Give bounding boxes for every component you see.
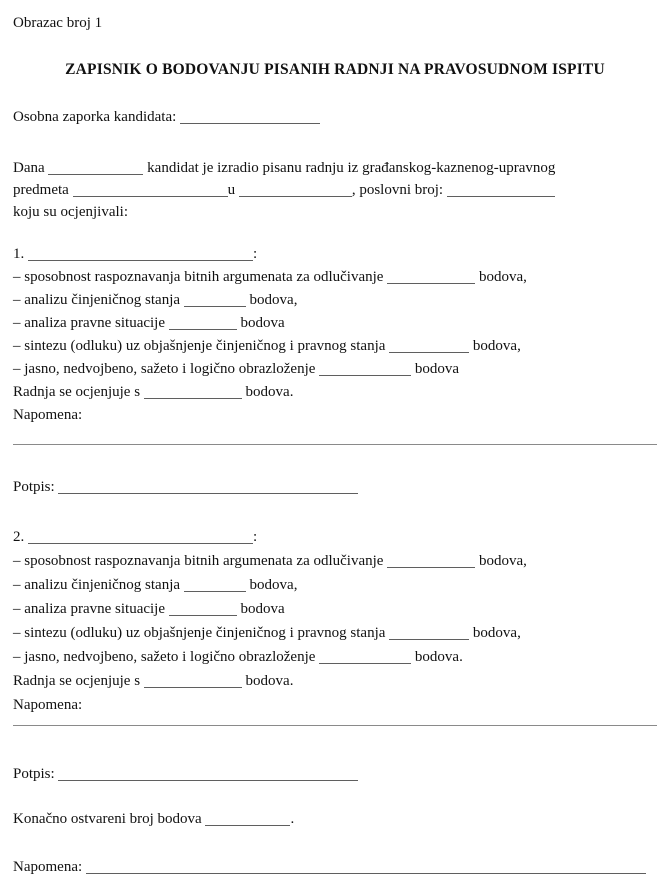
intro-paragraph <box>13 157 657 223</box>
signature-label: Potpis: <box>13 766 55 782</box>
intro-line1-text: kandidat je izradio pisanu radnju iz građanskog-kaznenog-upravnog <box>147 160 556 176</box>
evaluator-2-colon: : <box>253 529 258 545</box>
personal-code-blank <box>180 111 320 124</box>
note-rule-line <box>13 725 657 726</box>
evaluator-2-section <box>13 525 657 717</box>
criterion-label: – sposobnost raspoznavanja bitnih argumenata za odlučivanje <box>13 553 384 569</box>
final-note-line <box>13 858 657 877</box>
score-blank <box>184 579 246 592</box>
subject-label: predmeta <box>13 182 69 198</box>
criterion-suffix: bodova, <box>249 577 298 593</box>
criterion-suffix: bodova, <box>249 292 298 308</box>
evaluator-1-colon: : <box>253 246 258 262</box>
criterion-label: – analiza pravne situacije <box>13 315 166 331</box>
score-blank <box>387 555 475 568</box>
total-label: Radnja se ocjenjuje s <box>13 384 141 400</box>
criterion-line <box>13 266 657 289</box>
personal-code-line <box>13 108 657 127</box>
note-label: Napomena: <box>13 859 83 875</box>
subject-blank <box>73 184 228 197</box>
criterion-label: – analizu činjeničnog stanja <box>13 577 181 593</box>
criterion-suffix: bodova, <box>478 269 527 285</box>
note-rule-line <box>13 444 657 445</box>
criterion-suffix: bodova <box>240 315 285 331</box>
evaluator-1-name-line <box>13 243 657 266</box>
signature-line <box>13 478 657 497</box>
in-label: u <box>227 182 236 198</box>
intro-line-subject <box>13 179 657 201</box>
signature-blank <box>58 481 358 494</box>
criterion-label: – sposobnost raspoznavanja bitnih argumenata za odlučivanje <box>13 269 384 285</box>
date-label: Dana <box>13 160 45 176</box>
criterion-line <box>13 573 657 597</box>
criterion-label: – analiza pravne situacije <box>13 601 166 617</box>
criterion-suffix: bodova <box>240 601 285 617</box>
total-score-line <box>13 381 657 404</box>
score-blank <box>319 363 411 376</box>
score-blank <box>184 294 246 307</box>
criterion-line <box>13 312 657 335</box>
final-note-blank <box>86 861 646 874</box>
intro-line-evaluators: koju su ocjenjivali: <box>13 204 128 220</box>
evaluator-2-number: 2. <box>13 529 25 545</box>
criterion-label: – sintezu (odluku) uz objašnjenje činjeničnog i pravnog stanja <box>13 338 386 354</box>
note-label: Napomena: <box>13 407 83 423</box>
criterion-suffix: bodova <box>414 361 460 377</box>
evaluator-1-number: 1. <box>13 246 25 262</box>
evaluator-1-name-blank <box>28 248 253 261</box>
total-suffix: bodova. <box>245 673 294 689</box>
criterion-line <box>13 597 657 621</box>
score-blank <box>169 317 237 330</box>
criterion-line <box>13 549 657 573</box>
score-blank <box>319 651 411 664</box>
score-blank <box>389 340 469 353</box>
criterion-suffix: bodova, <box>478 553 527 569</box>
total-score-blank <box>144 386 242 399</box>
total-suffix: bodova. <box>245 384 294 400</box>
evaluator-1-section <box>13 243 657 427</box>
date-blank <box>48 162 143 175</box>
score-blank <box>169 603 237 616</box>
criterion-line <box>13 621 657 645</box>
signature-line <box>13 765 657 784</box>
criterion-suffix: bodova, <box>472 338 521 354</box>
personal-code-label: Osobna zaporka kandidata: <box>13 109 177 125</box>
final-score-period: . <box>290 811 295 827</box>
criterion-suffix: bodova, <box>472 625 521 641</box>
criterion-line <box>13 289 657 312</box>
evaluator-2-name-blank <box>28 531 253 544</box>
form-number: Obrazac broj 1 <box>13 15 103 31</box>
note-label: Napomena: <box>13 697 83 713</box>
criterion-label: – sintezu (odluku) uz objašnjenje činjeničnog i pravnog stanja <box>13 625 386 641</box>
intro-line-date <box>13 157 657 179</box>
criterion-label: – analizu činjeničnog stanja <box>13 292 181 308</box>
location-blank <box>239 184 352 197</box>
total-score-blank <box>144 675 242 688</box>
case-number-label: , poslovni broj: <box>351 182 444 198</box>
final-score-label: Konačno ostvareni broj bodova <box>13 811 202 827</box>
evaluator-2-name-line <box>13 525 657 549</box>
score-blank <box>389 627 469 640</box>
total-label: Radnja se ocjenjuje s <box>13 673 141 689</box>
final-score-blank <box>205 813 290 826</box>
signature-blank <box>58 768 358 781</box>
document-title: ZAPISNIK O BODOVANJU PISANIH RADNJI NA PRAVOSUDNOM ISPITU <box>65 61 605 78</box>
case-number-blank <box>447 184 555 197</box>
score-blank <box>387 271 475 284</box>
total-score-line <box>13 669 657 693</box>
criterion-line <box>13 645 657 669</box>
criterion-line <box>13 358 657 381</box>
signature-label: Potpis: <box>13 479 55 495</box>
criterion-label: – jasno, nedvojbeno, sažeto i logično obrazloženje <box>13 361 316 377</box>
criterion-suffix: bodova. <box>414 649 463 665</box>
final-score-line <box>13 810 657 829</box>
criterion-line <box>13 335 657 358</box>
criterion-label: – jasno, nedvojbeno, sažeto i logično obrazloženje <box>13 649 316 665</box>
